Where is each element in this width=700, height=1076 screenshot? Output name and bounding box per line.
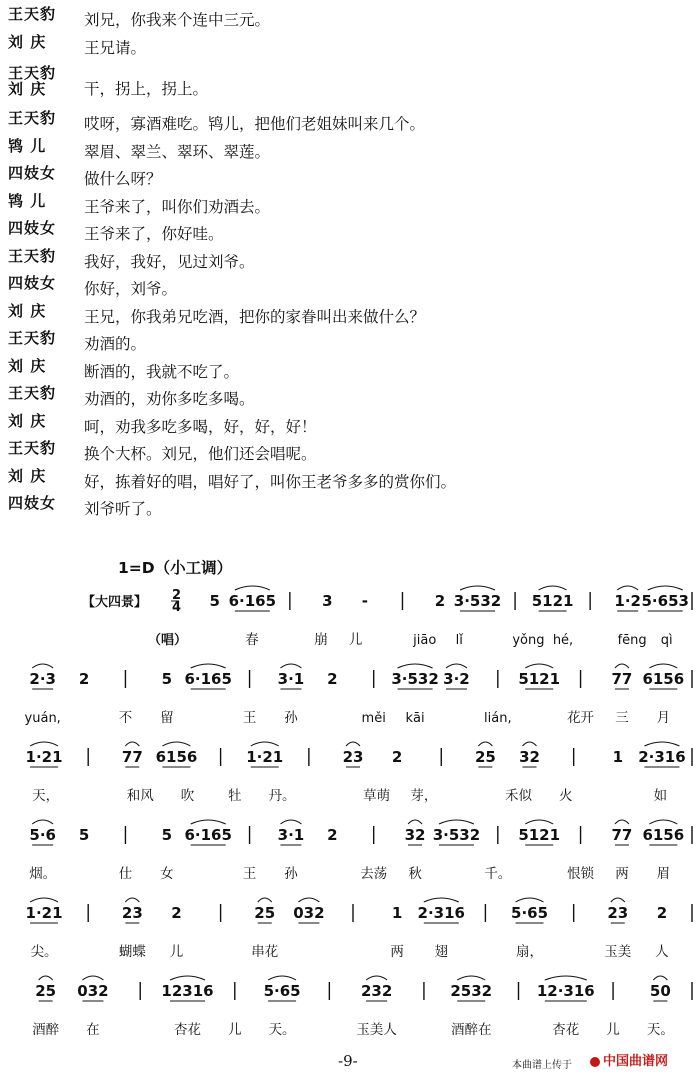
note-group: 3·1 (277, 670, 305, 688)
dialogue-text: 王爷来了，叫你们劝酒去。 (84, 197, 271, 216)
dialogue-text: 干，拐上，拐上。 (84, 80, 209, 98)
lyric-syllable: 吹 (180, 788, 195, 804)
note-group: 032 (77, 982, 109, 1000)
lyric-syllable: 扇， (516, 944, 544, 960)
dialogue-line (0, 303, 700, 331)
dialogue-line (0, 220, 700, 248)
note-group: 2 (656, 904, 668, 922)
slur-mark (653, 976, 667, 980)
slur-mark (615, 820, 629, 824)
dialogue-text: 王兄，你我弟兄吃酒，把你的家眷叫出来做什么？ (84, 307, 426, 326)
score-canvas (0, 590, 700, 1050)
lyric-syllable: 火 (559, 788, 573, 804)
note-group: 23 (342, 748, 364, 766)
dialogue-text: 好，拣着好的唱，唱好了，叫你王老爷多多的赏你们。 (84, 472, 457, 491)
note-group: 2 (78, 670, 90, 688)
note-group: 5 (161, 826, 173, 844)
lyric-syllable: 不 (118, 710, 133, 726)
lyric-syllable: kāi (405, 711, 425, 726)
score-line (35, 976, 692, 1001)
note-group: 32 (404, 826, 426, 844)
dialogue-text: 换个大杯。刘兄，他们还会唱呢。 (84, 445, 317, 463)
lyric-syllable: 天。 (646, 1022, 674, 1038)
dialogue-text: 王爷来了，你好哇。 (84, 225, 224, 243)
note-group: 6·165 (184, 826, 232, 844)
lyric-syllable: lián, (484, 711, 512, 726)
lyric-syllable: 春 (245, 632, 259, 648)
slur-mark (539, 586, 567, 590)
lyric-syllable: yuán, (24, 711, 61, 726)
time-signature-bottom: 4 (172, 600, 182, 615)
dialogue-text: 哎呀，寡酒难吃。鸨儿，把他们老姐妹叫来几个。 (84, 115, 426, 133)
note-group: 50 (649, 982, 671, 1000)
dialogue-line (0, 495, 700, 523)
slur-mark (525, 664, 553, 668)
slur-mark (30, 898, 58, 902)
speaker-name: 刘 庆 (8, 80, 47, 98)
speaker-name: 刘 庆 (8, 411, 47, 430)
note-group: 12316 (161, 982, 214, 1000)
lyric-syllable: 王 (242, 866, 257, 882)
speaker-name: 刘 庆 (8, 301, 47, 320)
note-group: 5·6 (29, 826, 56, 844)
score-line (29, 820, 692, 845)
lyric-syllable: 丹。 (268, 788, 296, 804)
speaker-name: 刘 庆 (8, 356, 47, 375)
slur-mark (648, 586, 683, 590)
lyric-syllable: 烟。 (29, 866, 57, 882)
slur-mark (170, 976, 205, 980)
note-group: 032 (293, 904, 325, 922)
lyric-syllable: 女 (160, 866, 174, 882)
lyric-syllable: lǐ (455, 633, 463, 648)
note-group: 25 (35, 982, 57, 1000)
speaker-name: 王天豹 (8, 5, 57, 23)
note-group: 6·165 (228, 592, 277, 610)
dialogue-line (0, 34, 700, 62)
note-group: 5121 (518, 670, 561, 688)
speaker-name: 王天豹 (8, 439, 57, 457)
score-line (26, 898, 692, 923)
note-group: 3·532 (432, 826, 481, 844)
lyric-line (25, 709, 671, 726)
note-group: 3·532 (391, 670, 439, 688)
slur-mark (457, 976, 485, 980)
slur-mark (162, 742, 190, 746)
slur-mark (649, 820, 677, 824)
speaker-name: 鸨 儿 (8, 136, 47, 155)
dialogue-line (0, 6, 700, 34)
dialogue-block (0, 6, 700, 523)
lyric-syllable: 酒醉在 (450, 1022, 492, 1038)
lyric-syllable: 两 (390, 944, 404, 960)
note-group: 1·21 (25, 748, 63, 766)
lyric-syllable: 月 (656, 710, 671, 726)
lyric-syllable: 人 (655, 944, 669, 960)
note-group: 1 (391, 904, 403, 922)
lyric-syllable: 王 (242, 710, 257, 726)
slur-mark (366, 976, 387, 980)
lyric-line (245, 631, 673, 648)
dialogue-text: 劝酒的，劝你多吃多喝。 (84, 390, 255, 408)
slur-mark (280, 820, 301, 824)
tune-label: 【大四景】 (82, 595, 148, 610)
slur-mark (30, 742, 58, 746)
slur-mark (617, 586, 638, 590)
note-group: 1·21 (25, 904, 63, 922)
dialogue-text: 劝酒的。 (84, 335, 147, 353)
note-group: 2 (391, 748, 403, 766)
lyric-syllable: fēng (617, 633, 647, 648)
lyric-syllable: 崩 (314, 632, 328, 648)
lyric-syllable: 天。 (268, 1022, 296, 1038)
lyric-syllable: 儿 (169, 944, 184, 960)
slur-mark (516, 898, 544, 902)
dialogue-line (0, 193, 700, 221)
slur-mark (32, 820, 53, 824)
dialogue-line (0, 440, 700, 468)
page-number: -9- (338, 1052, 358, 1070)
speaker-name: 王天豹 (8, 384, 57, 402)
lyric-syllable: měi (361, 711, 386, 726)
lyric-syllable: 草萌 (363, 788, 391, 804)
lyric-syllable: 禾似 (505, 788, 532, 804)
lyric-syllable: 杏花 (174, 1022, 201, 1038)
lyric-syllable: 花开 (567, 710, 595, 726)
note-group: 5·65 (263, 982, 301, 1000)
lyric-syllable: 牡 (228, 788, 242, 804)
note-group: 3·532 (453, 592, 502, 610)
note-group: 1·2 (614, 592, 641, 610)
lyric-syllable: 留 (160, 710, 174, 726)
dialogue-text: 你好，刘爷。 (84, 280, 178, 298)
lyric-syllable: 秋 (408, 866, 422, 882)
slur-mark (649, 664, 677, 668)
dialogue-line (0, 110, 700, 138)
note-group: 1·21 (246, 748, 284, 766)
slur-mark (545, 976, 587, 980)
note-group: 232 (360, 982, 393, 1000)
lyric-syllable: 在 (86, 1022, 100, 1038)
dialogue-line (0, 468, 700, 496)
slur-mark (125, 742, 139, 746)
note-group: 1 (612, 748, 624, 766)
speaker-name: 四妓女 (8, 219, 57, 237)
slur-mark (424, 898, 459, 902)
lyric-line (29, 865, 670, 882)
note-group: 2532 (450, 982, 493, 1000)
slur-mark (478, 742, 492, 746)
lyric-syllable: yǒng (512, 633, 545, 648)
dialogue-line (0, 248, 700, 276)
note-group: 77 (611, 670, 633, 688)
note-group: 6156 (155, 748, 198, 766)
note-group: 5·653 (641, 592, 689, 610)
lyric-syllable: 儿 (228, 1022, 242, 1038)
speaker-name-pair (8, 65, 74, 97)
lyric-syllable: 酒醉 (32, 1022, 60, 1038)
logo-text: 中国曲谱网 (603, 1054, 669, 1069)
note-group: 3·2 (443, 670, 470, 688)
slur-mark (439, 820, 474, 824)
dialogue-text: 断酒的，我就不吃了。 (84, 362, 240, 381)
note-group: 3 (322, 592, 333, 610)
lyric-line (32, 1021, 674, 1038)
note-group: 6156 (642, 670, 685, 688)
dialogue-text: 刘爷听了。 (84, 500, 162, 518)
slur-mark (251, 742, 279, 746)
slur-mark (615, 664, 629, 668)
lyric-syllable: jiāo (413, 633, 437, 648)
note-group: 5 (78, 826, 90, 844)
lyric-syllable: 如 (653, 788, 668, 804)
note-group: 2·316 (638, 748, 686, 766)
lyric-syllable: 玉美 (604, 944, 632, 960)
dialogue-line (0, 275, 700, 303)
slur-mark (191, 664, 226, 668)
lyric-syllable: 仕 (118, 866, 133, 882)
footer-note: 本曲谱上传于 (512, 1060, 572, 1071)
slur-mark (644, 742, 679, 746)
lyric-syllable: 两 (615, 866, 629, 882)
lyric-line (31, 943, 670, 960)
dialogue-line (0, 358, 700, 386)
note-group: 32 (519, 748, 540, 766)
lyric-syllable: hé, (552, 633, 574, 648)
lyric-syllable: 天， (32, 788, 60, 804)
slur-mark (125, 898, 139, 902)
lyric-syllable: 儿 (348, 632, 363, 648)
speaker-name: 王天豹 (8, 109, 57, 127)
dialogue-line (0, 385, 700, 413)
slur-mark (446, 664, 467, 668)
note-group: 12·316 (536, 982, 595, 1000)
note-group: 5121 (531, 592, 574, 610)
note-group: 2·3 (29, 670, 56, 688)
dialogue-text: 刘兄，你我来个连中三元。 (84, 11, 271, 29)
lyric-syllable: 千。 (484, 866, 512, 882)
speaker-name: 王天豹 (8, 246, 57, 265)
score-line (26, 742, 692, 767)
note-group: 5 (161, 670, 173, 688)
speaker-name: 四妓女 (8, 274, 57, 292)
note-group: 2 (434, 592, 446, 610)
note-group: 6·165 (184, 670, 232, 688)
note-group: 77 (121, 748, 143, 766)
note-group: 2 (327, 826, 338, 844)
slur-mark (280, 664, 301, 668)
score-line (29, 664, 692, 689)
slur-mark (82, 976, 103, 980)
dialogue-line (0, 330, 700, 358)
dialogue-line (0, 165, 700, 193)
note-group: 2 (327, 670, 338, 688)
speaker-name: 鸨 儿 (8, 191, 47, 210)
lyric-syllable: 翅 (434, 944, 449, 960)
speaker-name: 王天豹 (8, 329, 57, 347)
note-group: 25 (474, 748, 496, 766)
slur-mark (191, 820, 226, 824)
jianpu-score (0, 590, 700, 1050)
slur-mark (258, 898, 272, 902)
lyric-syllable: 去荡 (360, 866, 388, 882)
lyric-syllable: 儿 (606, 1022, 620, 1038)
speaker-name: 王天豹 (8, 64, 57, 82)
dialogue-line (0, 413, 700, 441)
lyric-syllable: 孙 (284, 866, 298, 882)
slur-mark (32, 664, 53, 668)
dialogue-text: 翠眉、翠兰、翠环、翠莲。 (84, 142, 271, 161)
speaker-name: 刘 庆 (8, 32, 47, 51)
dialogue-text: 我好，我好，见过刘爷。 (84, 252, 255, 271)
note-group: 23 (121, 904, 143, 922)
slur-mark (460, 586, 495, 590)
slur-mark (39, 976, 53, 980)
dialogue-text: 王兄请。 (84, 38, 147, 57)
note-group: 5 (209, 592, 220, 610)
lyric-syllable: 芽， (410, 788, 438, 804)
note-group: 2 (171, 904, 182, 922)
dialogue-line (0, 61, 700, 110)
slur-mark (398, 664, 433, 668)
lyric-syllable: 玉美人 (356, 1022, 397, 1038)
note-group: 5·65 (511, 904, 549, 922)
lyric-syllable: qì (660, 633, 673, 648)
lyric-line (32, 788, 667, 804)
slur-mark (408, 820, 422, 824)
note-group: 23 (607, 904, 629, 922)
lyric-syllable: 杏花 (552, 1022, 580, 1038)
key-signature: 1=D（小工调） (118, 559, 233, 577)
dialogue-text: 呵，劝我多吃多喝，好，好，好！ (84, 417, 317, 436)
lyric-syllable: 眉 (656, 866, 671, 882)
note-group: 2·316 (417, 904, 465, 922)
site-logo (590, 1050, 668, 1069)
lyric-syllable: 尖。 (30, 944, 58, 960)
speaker-name: 四妓女 (8, 164, 57, 182)
slur-mark (611, 898, 625, 902)
speaker-name: 四妓女 (8, 494, 57, 512)
slur-mark (525, 820, 553, 824)
note-group: 77 (611, 826, 633, 844)
lyric-syllable: 串花 (251, 944, 279, 960)
lyric-syllable: 蝴蝶 (118, 944, 146, 960)
note-group: 5121 (518, 826, 561, 844)
lyric-syllable: 孙 (284, 710, 298, 726)
slur-mark (268, 976, 296, 980)
slur-mark (346, 742, 360, 746)
lyric-syllable: 恨锁 (567, 866, 595, 882)
note-group: - (361, 592, 369, 610)
slur-mark (298, 898, 319, 902)
slur-mark (235, 586, 270, 590)
dialogue-text: 做什么呀？ (84, 170, 162, 188)
note-group: 25 (254, 904, 276, 922)
lyric-syllable: 三 (615, 710, 629, 726)
dialogue-line (0, 138, 700, 166)
slur-mark (523, 742, 537, 746)
sing-mark: （唱） (148, 633, 188, 648)
logo-mark-icon (590, 1057, 600, 1067)
lyric-syllable: 和风 (126, 788, 154, 804)
score-line (210, 586, 692, 611)
note-group: 6156 (642, 826, 685, 844)
speaker-name: 刘 庆 (8, 466, 47, 485)
note-group: 3·1 (277, 826, 305, 844)
time-signature-top: 2 (172, 588, 182, 603)
